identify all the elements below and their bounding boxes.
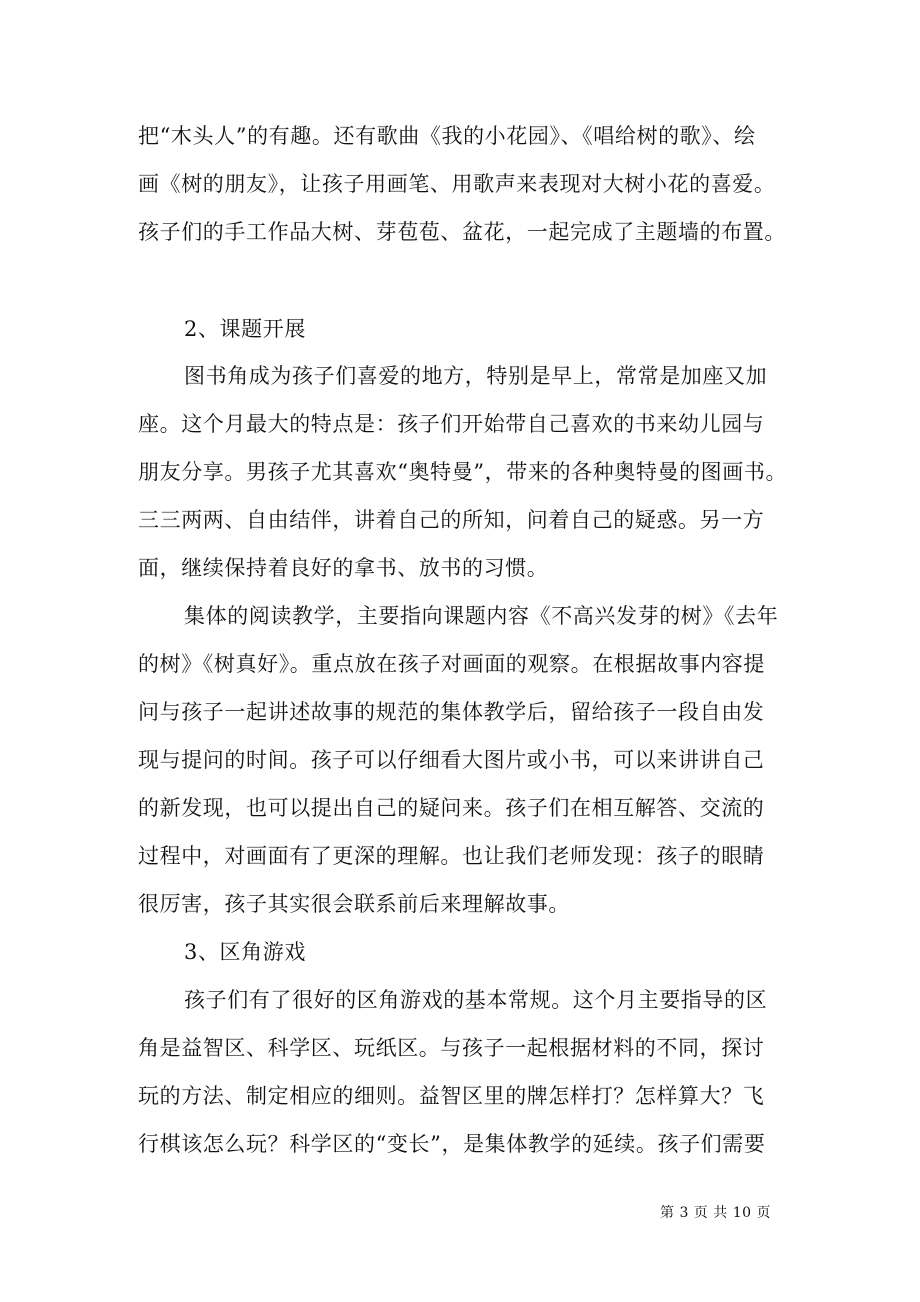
text-line: 朋友分享。男孩子尤其喜欢“奥特曼”，带来的各种奥特曼的图画书。 bbox=[138, 460, 788, 484]
text-line: 过程中，对画面有了更深的理解。也让我们老师发现：孩子的眼睛 bbox=[138, 844, 765, 868]
text-line: 孩子们的手工作品大树、芽苞苞、盆花，一起完成了主题墙的布置。 bbox=[138, 220, 786, 244]
text-line: 角是益智区、科学区、玩纸区。与孩子一起根据材料的不同，探讨 bbox=[138, 1036, 765, 1060]
text-line: 问与孩子一起讲述故事的规范的集体教学后，留给孩子一段自由发 bbox=[138, 700, 765, 724]
text-line: 集体的阅读教学，主要指向课题内容《不高兴发芽的树》《去年 bbox=[184, 604, 779, 628]
text-line: 玩的方法、制定相应的细则。益智区里的牌怎样打？怎样算大？飞 bbox=[138, 1084, 765, 1108]
text-line: 座。这个月最大的特点是：孩子们开始带自己喜欢的书来幼儿园与 bbox=[138, 412, 765, 436]
text-line: 三三两两、自由结伴，讲着自己的所知，问着自己的疑惑。另一方 bbox=[138, 508, 765, 532]
text-line: 把“木头人”的有趣。还有歌曲《我的小花园》、《唱给树的歌》、绘 bbox=[138, 124, 756, 148]
text-line: 孩子们有了很好的区角游戏的基本常规。这个月主要指导的区 bbox=[184, 988, 768, 1012]
text-line: 的树》《树真好》。重点放在孩子对画面的观察。在根据故事内容提 bbox=[138, 652, 765, 676]
text-line: 现与提问的时间。孩子可以仔细看大图片或小书，可以来讲讲自己 bbox=[138, 748, 765, 772]
section-heading: 3、区角游戏 bbox=[184, 940, 306, 964]
section-heading: 2、课题开展 bbox=[184, 317, 306, 341]
text-line: 行棋该怎么玩？科学区的“变长”，是集体教学的延续。孩子们需要 bbox=[138, 1132, 766, 1156]
page-footer: 第 3 页 共 10 页 bbox=[660, 1205, 771, 1221]
text-line: 图书角成为孩子们喜爱的地方，特别是早上，常常是加座又加 bbox=[184, 364, 768, 388]
text-line: 面，继续保持着良好的拿书、放书的习惯。 bbox=[138, 556, 549, 580]
text-line: 的新发现，也可以提出自己的疑问来。孩子们在相互解答、交流的 bbox=[138, 796, 765, 820]
text-line: 很厉害，孩子其实很会联系前后来理解故事。 bbox=[138, 892, 570, 916]
text-line: 画《树的朋友》，让孩子用画笔、用歌声来表现对大树小花的喜爱。 bbox=[138, 172, 776, 196]
